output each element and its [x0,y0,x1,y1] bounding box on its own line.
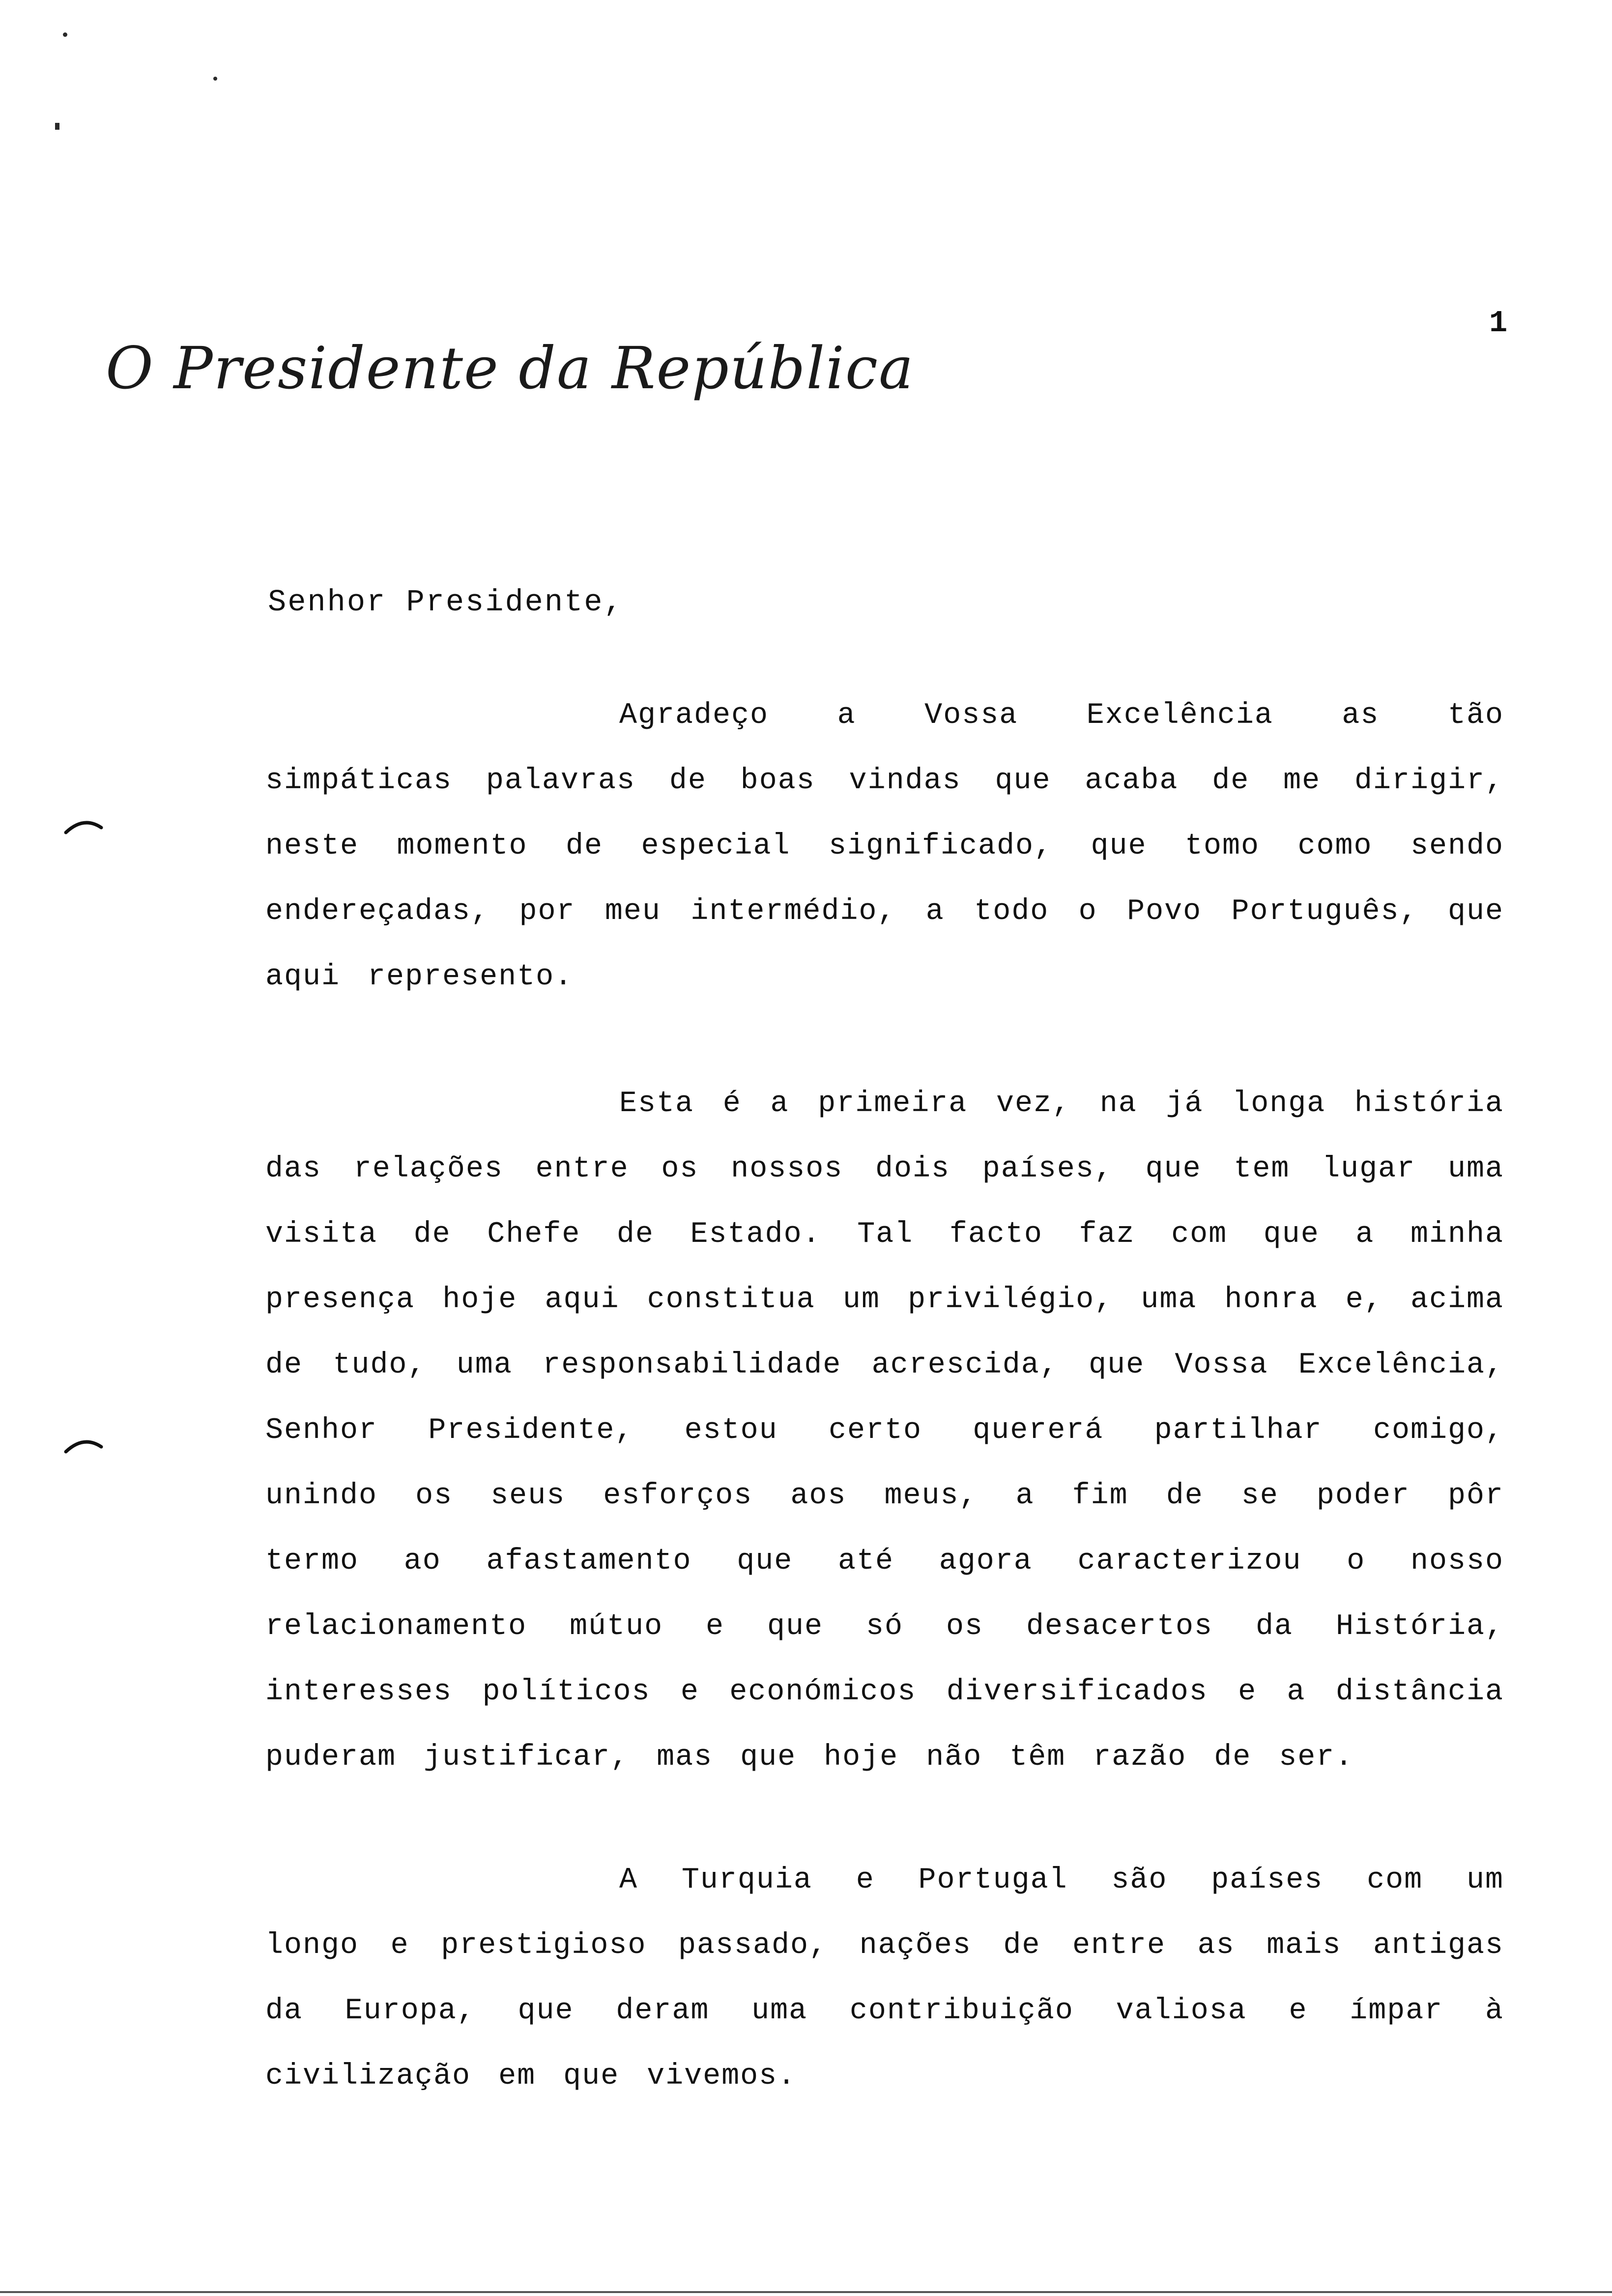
letterhead-title: O Presidente da República [106,334,915,402]
scan-speck [55,123,59,130]
salutation: Senhor Presidente, [268,585,624,620]
page-number: 1 [1489,306,1508,341]
scan-speck [63,32,67,37]
scan-speck [213,77,217,81]
punch-hole-mark [64,816,103,835]
bottom-edge-rule [0,2291,1612,2293]
paragraph: Agradeço a Vossa Excelência as tão simpáticas palavras de boas vindas que acaba de me dirigir, neste momento de especial significado, que tomo como sendo endereçadas, por meu intermédio, a todo o Povo Português, que aqui represento. [265,699,1504,994]
punch-hole-mark [64,1435,103,1455]
paragraph: A Turquia e Portugal são países com um longo e prestigioso passado, nações de entre as mais antigas da Europa, que deram uma contribuição valiosa e ímpar à civilização em que vivemos. [265,1864,1504,2093]
paragraph: Esta é a primeira vez, na já longa história das relações entre os nossos dois países, que tem lugar uma visita de Chefe de Estado. Tal facto faz com que a minha presença hoje aqui constitua um privilégio, uma honra e, acima de tudo, uma responsabilidade acrescida, que Vossa Excelência, Senhor Presidente, estou certo quererá partilhar comigo, unindo os seus esforços aos meus, a fim de se poder pôr termo ao afastamento que até agora caracterizou o nosso relacionamento mútuo e que só os desacertos da História, interesses políticos e económicos diversificados e a distância puderam justificar, mas que hoje não têm razão de ser. [265,1087,1504,1774]
